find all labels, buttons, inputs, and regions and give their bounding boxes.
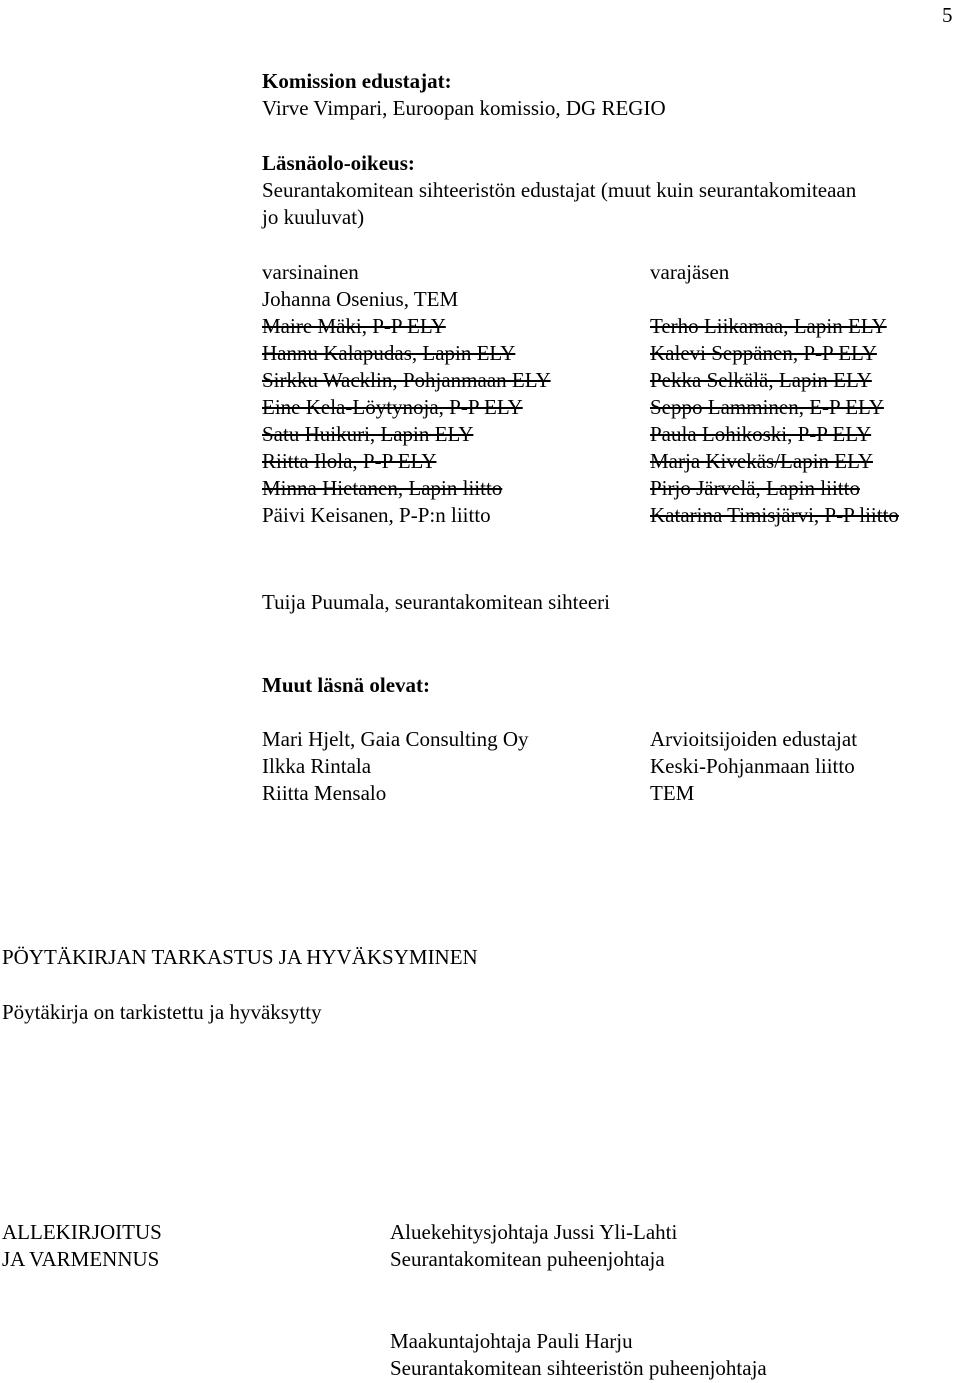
other-role: Keski-Pohjanmaan liitto xyxy=(650,754,855,778)
attendance-text-line1: Seurantakomitean sihteeristön edustajat (muut kuin seurantakomiteaan xyxy=(262,178,857,202)
commission-member: Virve Vimpari, Euroopan komissio, DG REGIO xyxy=(262,96,666,120)
other-person: Mari Hjelt, Gaia Consulting Oy xyxy=(262,727,529,751)
regular-member: Johanna Osenius, TEM xyxy=(262,287,459,311)
regular-member: Satu Huikuri, Lapin ELY xyxy=(262,422,474,446)
signature-label-line1: ALLEKIRJOITUS xyxy=(2,1220,162,1244)
deputy-member: Marja Kivekäs/Lapin ELY xyxy=(650,449,873,473)
attendance-text-line2: jo kuuluvat) xyxy=(262,205,365,229)
deputy-member: Pekka Selkälä, Lapin ELY xyxy=(650,368,872,392)
minutes-text: Pöytäkirja on tarkistettu ja hyväksytty xyxy=(2,1000,322,1024)
signer2-title: Seurantakomitean sihteeristön puheenjohtaja xyxy=(390,1356,767,1380)
page-number: 5 xyxy=(942,3,953,27)
others-people-column xyxy=(262,726,529,807)
others-heading: Muut läsnä olevat: xyxy=(262,673,430,697)
regular-member: Riitta Ilola, P-P ELY xyxy=(262,449,437,473)
minutes-heading: PÖYTÄKIRJAN TARKASTUS JA HYVÄKSYMINEN xyxy=(2,945,478,969)
signer2-name: Maakuntajohtaja Pauli Harju xyxy=(390,1329,633,1353)
other-person: Ilkka Rintala xyxy=(262,754,372,778)
deputy-members-column xyxy=(650,259,899,529)
attendance-heading: Läsnäolo-oikeus: xyxy=(262,151,415,175)
secretary: Tuija Puumala, seurantakomitean sihteeri xyxy=(262,590,610,614)
signer1-name: Aluekehitysjohtaja Jussi Yli-Lahti xyxy=(390,1220,678,1244)
other-person: Riitta Mensalo xyxy=(262,781,387,805)
deputy-member: Pirjo Järvelä, Lapin liitto xyxy=(650,476,860,500)
deputy-member: Katarina Timisjärvi, P-P liitto xyxy=(650,503,899,527)
regular-member: Minna Hietanen, Lapin liitto xyxy=(262,476,503,500)
deputy-member: Kalevi Seppänen, P-P ELY xyxy=(650,341,877,365)
other-role: TEM xyxy=(650,781,695,805)
deputy-spacer xyxy=(650,286,899,313)
deputy-member: Terho Liikamaa, Lapin ELY xyxy=(650,314,887,338)
signer1-title: Seurantakomitean puheenjohtaja xyxy=(390,1247,665,1271)
regular-member: Eine Kela-Löytynoja, P-P ELY xyxy=(262,395,523,419)
regular-member: Hannu Kalapudas, Lapin ELY xyxy=(262,341,516,365)
regular-member: Maire Mäki, P-P ELY xyxy=(262,314,446,338)
regular-heading: varsinainen xyxy=(262,260,359,284)
deputy-member: Seppo Lamminen, E-P ELY xyxy=(650,395,884,419)
deputy-member: Paula Lohikoski, P-P ELY xyxy=(650,422,872,446)
deputy-heading: varajäsen xyxy=(650,260,730,284)
other-role: Arvioitsijoiden edustajat xyxy=(650,727,858,751)
regular-member: Päivi Keisanen, P-P:n liitto xyxy=(262,503,491,527)
regular-members-column xyxy=(262,259,551,529)
others-roles-column xyxy=(650,726,857,807)
regular-member: Sirkku Wacklin, Pohjanmaan ELY xyxy=(262,368,551,392)
commission-heading: Komission edustajat: xyxy=(262,69,452,93)
signature-label-line2: JA VARMENNUS xyxy=(2,1247,160,1271)
